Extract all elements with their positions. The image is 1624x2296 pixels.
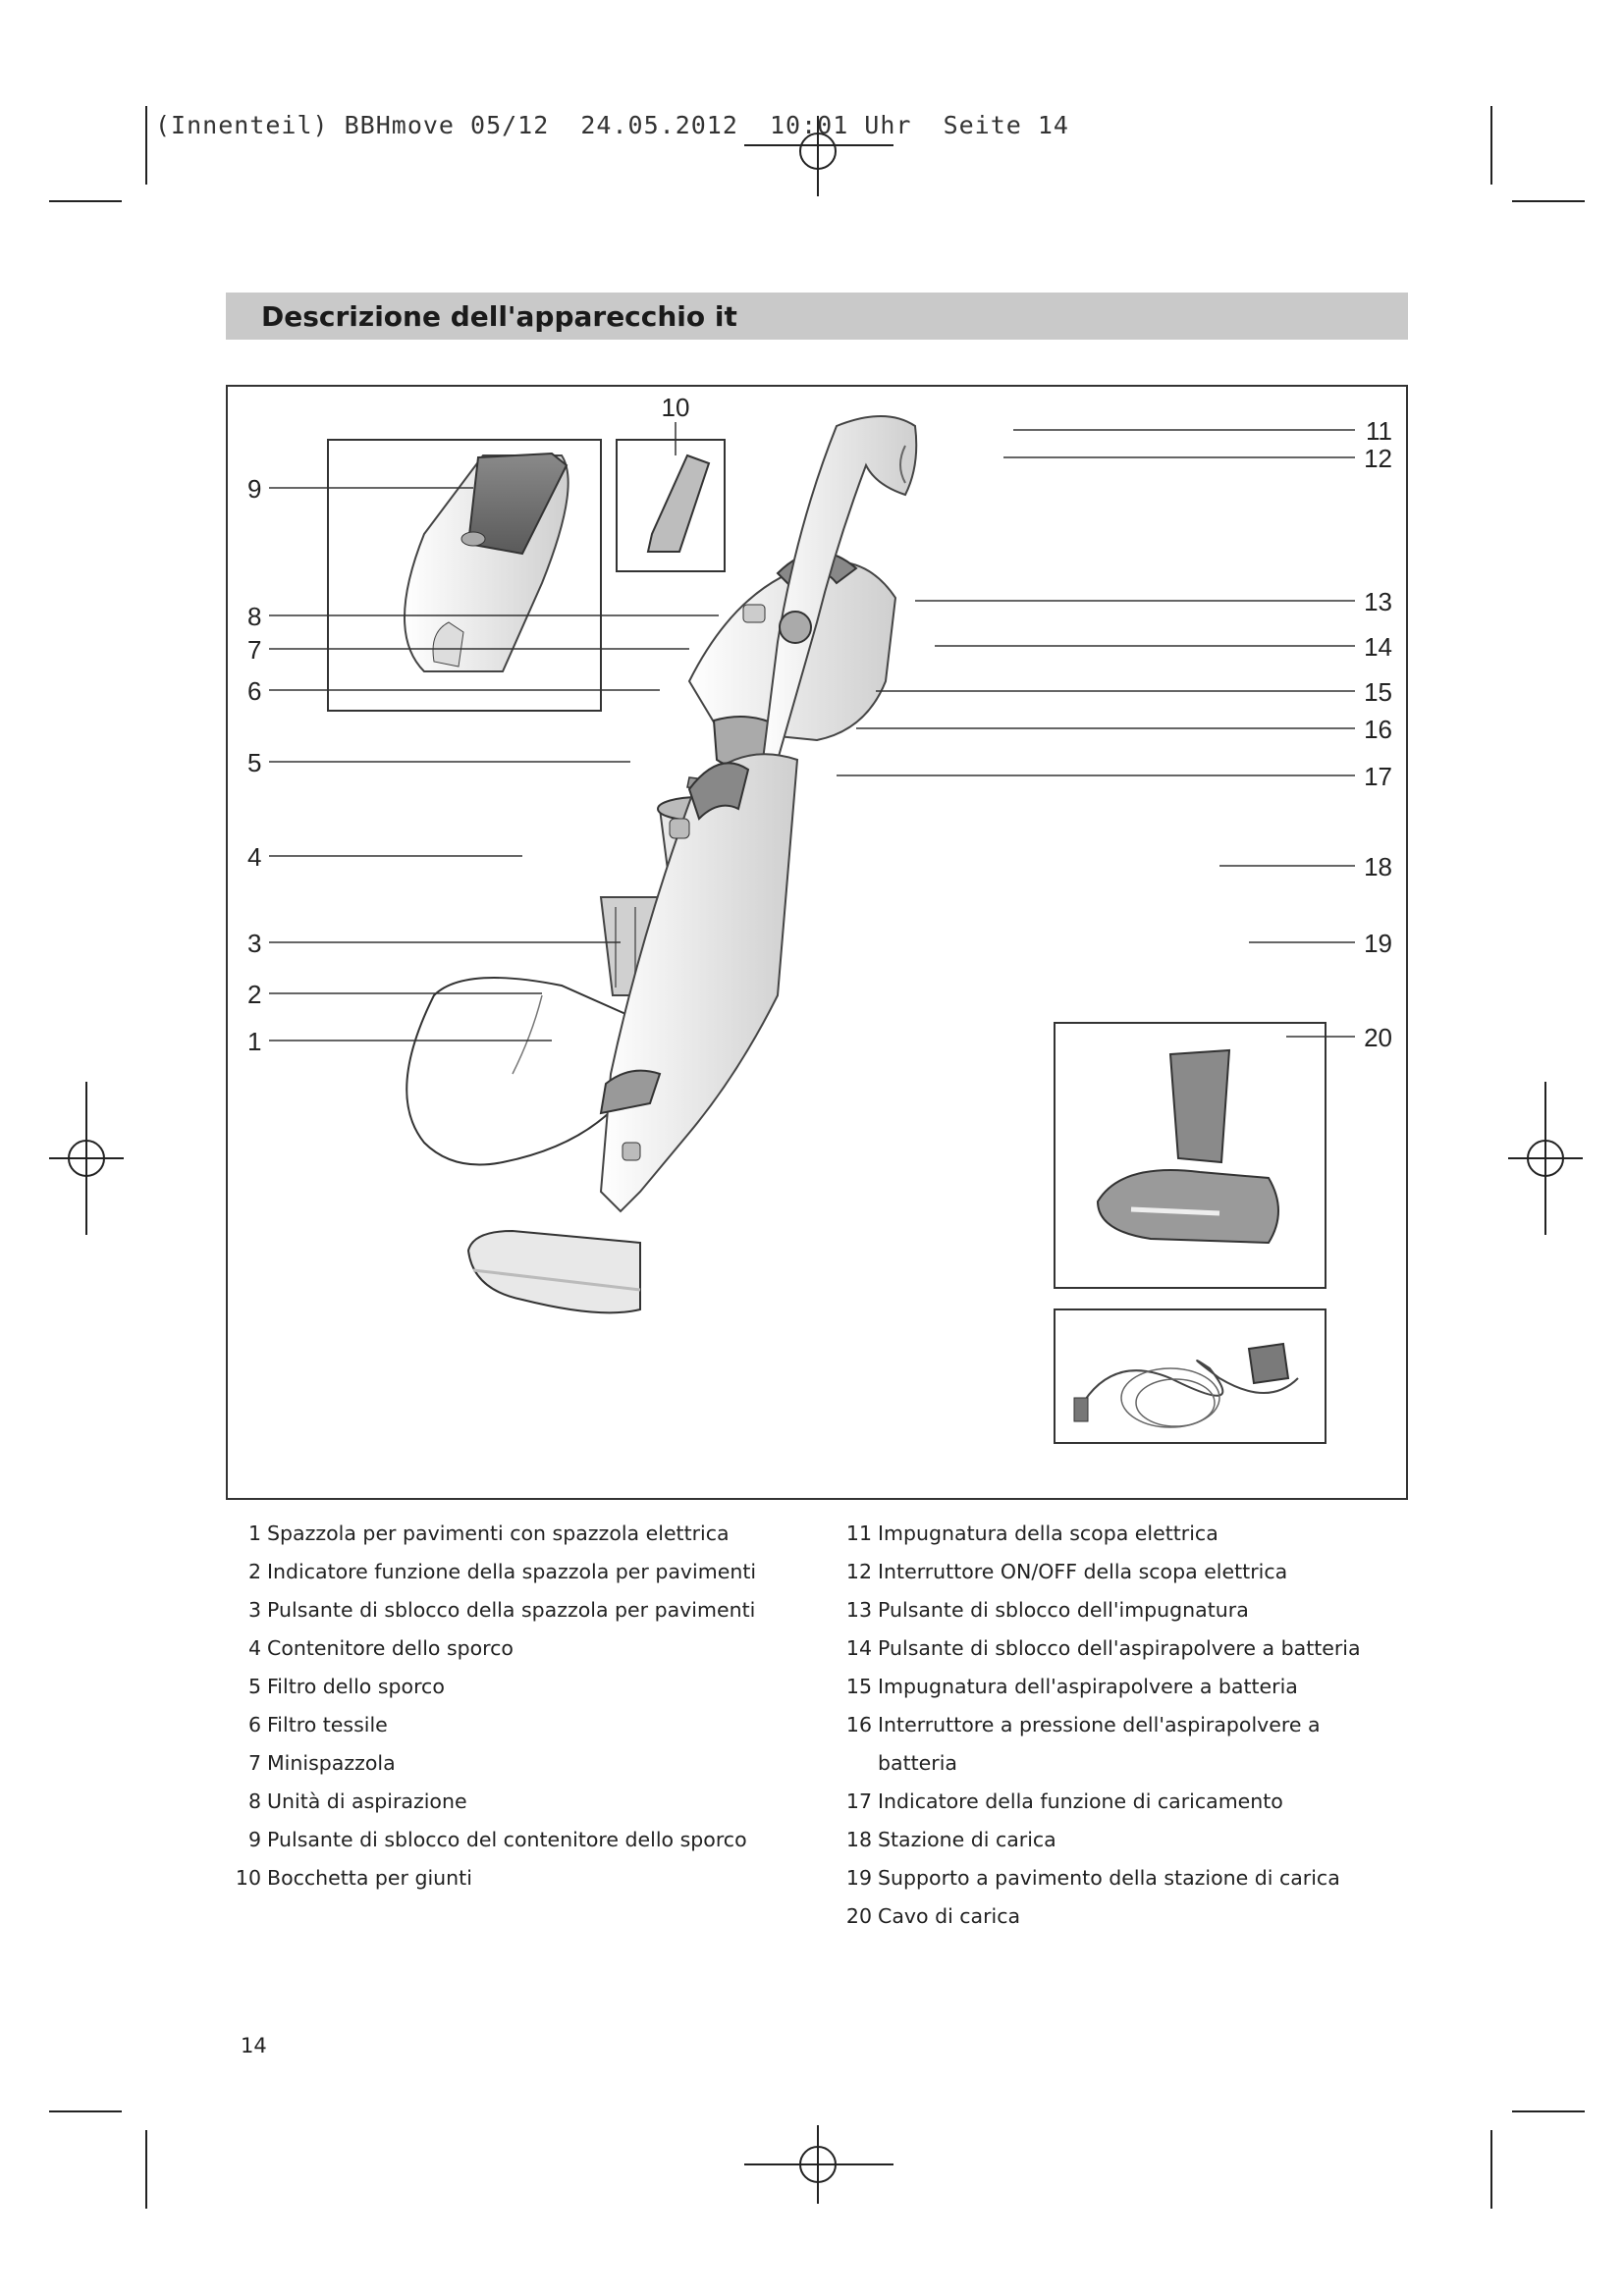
legend-number: 11 <box>845 1522 872 1545</box>
callout-19: 19 <box>1364 929 1392 958</box>
legend-number: 18 <box>845 1828 872 1851</box>
legend-number: 1 <box>247 1522 261 1545</box>
print-slug: (Innenteil) BBHmove 05/12 24.05.2012 10:01 Uhr Seite 14 <box>155 111 1069 139</box>
legend-number: 3 <box>247 1598 261 1622</box>
legend-text: Contenitore dello sporco <box>267 1636 514 1660</box>
list-item <box>842 1629 1392 1668</box>
legend-text: Pulsante di sblocco della spazzola per pavimenti <box>267 1598 756 1622</box>
list-item <box>232 1553 782 1591</box>
legend-number: 14 <box>845 1636 872 1660</box>
callout-9: 9 <box>247 474 262 504</box>
callout-14: 14 <box>1364 632 1392 662</box>
legend-text: Stazione di carica <box>878 1828 1056 1851</box>
list-item <box>232 1744 782 1783</box>
legend-number: 17 <box>845 1789 872 1813</box>
callout-15: 15 <box>1364 677 1392 707</box>
callout-2: 2 <box>247 980 262 1009</box>
legend-text: Minispazzola <box>267 1751 396 1775</box>
legend-number: 8 <box>247 1789 261 1813</box>
inset-charging-station <box>1055 1023 1326 1288</box>
legend-number: 13 <box>845 1598 872 1622</box>
appliance-diagram <box>226 385 1408 1500</box>
legend-text: Pulsante di sblocco dell'impugnatura <box>878 1598 1249 1622</box>
legend-text: Interruttore a pressione dell'aspirapolvere a batteria <box>878 1713 1321 1775</box>
callout-7: 7 <box>247 635 262 665</box>
legend-text: Impugnatura dell'aspirapolvere a batteria <box>878 1675 1298 1698</box>
callout-10: 10 <box>661 393 690 422</box>
legend-text: Indicatore funzione della spazzola per pavimenti <box>267 1560 757 1583</box>
legend-text: Cavo di carica <box>878 1904 1021 1928</box>
legend-number: 7 <box>247 1751 261 1775</box>
callout-11: 11 <box>1366 416 1392 446</box>
legend-left <box>232 1515 782 1897</box>
crop-mark <box>49 2110 122 2112</box>
callout-6: 6 <box>247 676 262 706</box>
callout-4: 4 <box>247 842 262 872</box>
list-item <box>842 1553 1392 1591</box>
list-item <box>232 1515 782 1553</box>
legend-text: Pulsante di sblocco del contenitore dello sporco <box>267 1828 747 1851</box>
legend-number: 10 <box>235 1866 261 1890</box>
legend-right <box>842 1515 1392 1936</box>
list-item <box>232 1629 782 1668</box>
list-item <box>842 1859 1392 1897</box>
legend-number: 16 <box>845 1713 872 1736</box>
legend-text: Unità di aspirazione <box>267 1789 467 1813</box>
crop-mark <box>1490 106 1492 185</box>
callout-17: 17 <box>1364 762 1392 791</box>
list-item <box>232 1821 782 1859</box>
list-item <box>842 1783 1392 1821</box>
callout-13: 13 <box>1364 587 1392 616</box>
callout-12: 12 <box>1364 444 1392 473</box>
legend-text: Filtro dello sporco <box>267 1675 445 1698</box>
registration-target-bottom <box>744 2125 893 2204</box>
crop-mark <box>1490 2130 1492 2209</box>
section-title-bar <box>226 293 1408 340</box>
list-item <box>842 1668 1392 1706</box>
inset-dust-container <box>328 440 601 711</box>
callout-5: 5 <box>247 748 262 777</box>
list-item <box>232 1859 782 1897</box>
crop-mark <box>145 2130 147 2209</box>
legend-number: 5 <box>247 1675 261 1698</box>
legend-number: 4 <box>247 1636 261 1660</box>
legend-number: 15 <box>845 1675 872 1698</box>
legend-number: 12 <box>845 1560 872 1583</box>
crop-mark <box>1512 200 1585 202</box>
callout-18: 18 <box>1364 852 1392 881</box>
legend-text: Pulsante di sblocco dell'aspirapolvere a batteria <box>878 1636 1361 1660</box>
registration-target-left <box>49 1082 124 1235</box>
inset-crevice-nozzle <box>617 440 725 571</box>
list-item <box>232 1668 782 1706</box>
legend-text: Filtro tessile <box>267 1713 388 1736</box>
list-item <box>232 1706 782 1744</box>
list-item <box>842 1821 1392 1859</box>
legend-number: 2 <box>247 1560 261 1583</box>
page-number: 14 <box>241 2034 267 2057</box>
legend-number: 6 <box>247 1713 261 1736</box>
legend-text: Supporto a pavimento della stazione di carica <box>878 1866 1340 1890</box>
registration-target-right <box>1508 1082 1583 1235</box>
callout-1: 1 <box>247 1027 262 1056</box>
list-item <box>232 1783 782 1821</box>
page-title: Descrizione dell'apparecchio it <box>261 300 737 333</box>
inset-charging-cable <box>1055 1309 1326 1443</box>
legend-text: Impugnatura della scopa elettrica <box>878 1522 1218 1545</box>
list-item <box>842 1515 1392 1553</box>
list-item <box>842 1706 1392 1783</box>
legend-number: 19 <box>845 1866 872 1890</box>
list-item <box>232 1591 782 1629</box>
callout-16: 16 <box>1364 715 1392 744</box>
callout-3: 3 <box>247 929 262 958</box>
callout-8: 8 <box>247 602 262 631</box>
list-item <box>842 1591 1392 1629</box>
crop-mark <box>49 200 122 202</box>
legend-number: 9 <box>247 1828 261 1851</box>
callout-20: 20 <box>1364 1023 1392 1052</box>
crop-mark <box>145 106 147 185</box>
list-item <box>842 1897 1392 1936</box>
legend-text: Indicatore della funzione di caricamento <box>878 1789 1283 1813</box>
legend-text: Spazzola per pavimenti con spazzola elettrica <box>267 1522 730 1545</box>
legend-number: 20 <box>845 1904 872 1928</box>
crop-mark <box>1512 2110 1585 2112</box>
legend-text: Interruttore ON/OFF della scopa elettrica <box>878 1560 1288 1583</box>
legend-text: Bocchetta per giunti <box>267 1866 472 1890</box>
